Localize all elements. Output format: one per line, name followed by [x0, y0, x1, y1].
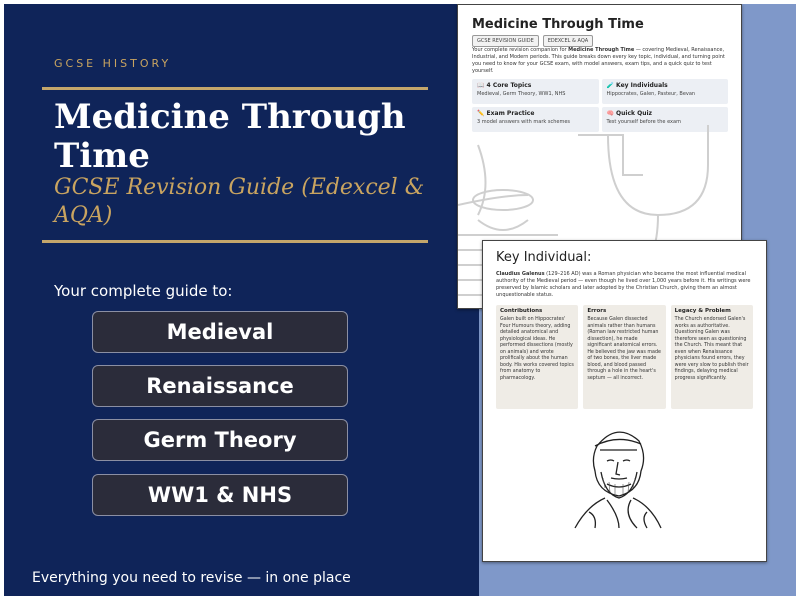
topic-medieval: Medieval: [92, 311, 348, 353]
topic-ww1-nhs: WW1 & NHS: [92, 474, 348, 516]
galen-portrait-icon: [567, 416, 667, 531]
gold-rule-bottom: [42, 240, 428, 243]
column-title: Contributions: [500, 308, 543, 314]
column-title: Legacy & Problem: [674, 308, 731, 314]
cover-title: Medicine Through Time: [54, 97, 406, 176]
cover-panel: [4, 4, 479, 596]
column-contributions: [496, 305, 578, 409]
topic-renaissance: Renaissance: [92, 365, 348, 407]
cover-tagline: Your complete guide to:: [54, 282, 233, 300]
column-text: Galen built on Hippocrates' Four Humours theory, adding detailed anatomical and physiological ideas. He performed dissections (mostly on animals) and wrote prolifically about the human body. His works covered topics from anatomy to pharmacology.: [500, 317, 574, 381]
gold-rule-top: [42, 87, 428, 90]
cover-subtitle: GCSE Revision Guide (Edexcel & AQA): [54, 175, 425, 228]
tag-exam-boards: EDEXCEL & AQA: [543, 35, 593, 47]
overview-tags: [472, 35, 593, 47]
key-individual-title: Key Individual:: [496, 250, 592, 265]
tag-revision-guide: GCSE REVISION GUIDE: [472, 35, 539, 47]
card-subtitle: Hippocrates, Galen, Pasteur, Bevan: [606, 91, 696, 97]
column-errors: [583, 305, 665, 409]
column-legacy: [671, 305, 753, 409]
preview-page-key-individual: [482, 240, 767, 562]
card-subtitle: Test yourself before the exam: [606, 119, 681, 125]
cover-kicker: GCSE HISTORY: [54, 57, 172, 70]
cover-footer: Everything you need to revise — in one place: [32, 570, 351, 586]
card-core-topics: [472, 79, 599, 104]
overview-intro: Your complete revision companion for Medicine Through Time — covering Medieval, Renaissance, Industrial, and Modern periods. This guide breaks down every key topic, individual, and turning point you need to know for your GCSE exam, with model answers, exam tips, and a quick quiz to test yourself.: [472, 47, 725, 74]
galen-columns: [496, 305, 753, 409]
column-title: Errors: [587, 308, 607, 314]
card-title: 🧠 Quick Quiz: [606, 110, 653, 117]
overview-title: Medicine Through Time: [472, 17, 644, 32]
column-text: Because Galen dissected animals rather than humans (Roman law restricted human dissection), he made significant anatomical errors. He believed the jaw was made of two bones, the liver made blood, and blood passed through a hole in the heart's septum — all incorrect.: [587, 317, 661, 381]
card-title: ✏️ Exam Practice: [477, 110, 535, 117]
column-text: The Church endorsed Galen's works as authoritative. Questioning Galen was therefore seen as questioning the Church. This meant that even when Renaissance physicians found errors, they were very slow to publish their findings, delaying medical progress significantly.: [674, 317, 749, 381]
card-subtitle: Medieval, Germ Theory, WW1, NHS: [477, 91, 566, 97]
card-title: 🧪 Key Individuals: [606, 82, 668, 89]
galen-intro: Claudius Galenus (129–216 AD) was a Roman physician who became the most influential medical authority of the Medieval period — even though he lived over 1,000 years before it. His writings were preserved by Islamic scholars and later adopted by the Christian Church, giving them an almost unquestionable status.: [496, 271, 751, 298]
card-key-individuals: [602, 79, 729, 104]
product-preview: [4, 4, 796, 596]
card-subtitle: 3 model answers with mark schemes: [477, 119, 571, 125]
card-title: 📖 4 Core Topics: [477, 82, 532, 89]
topic-germ-theory: Germ Theory: [92, 419, 348, 461]
